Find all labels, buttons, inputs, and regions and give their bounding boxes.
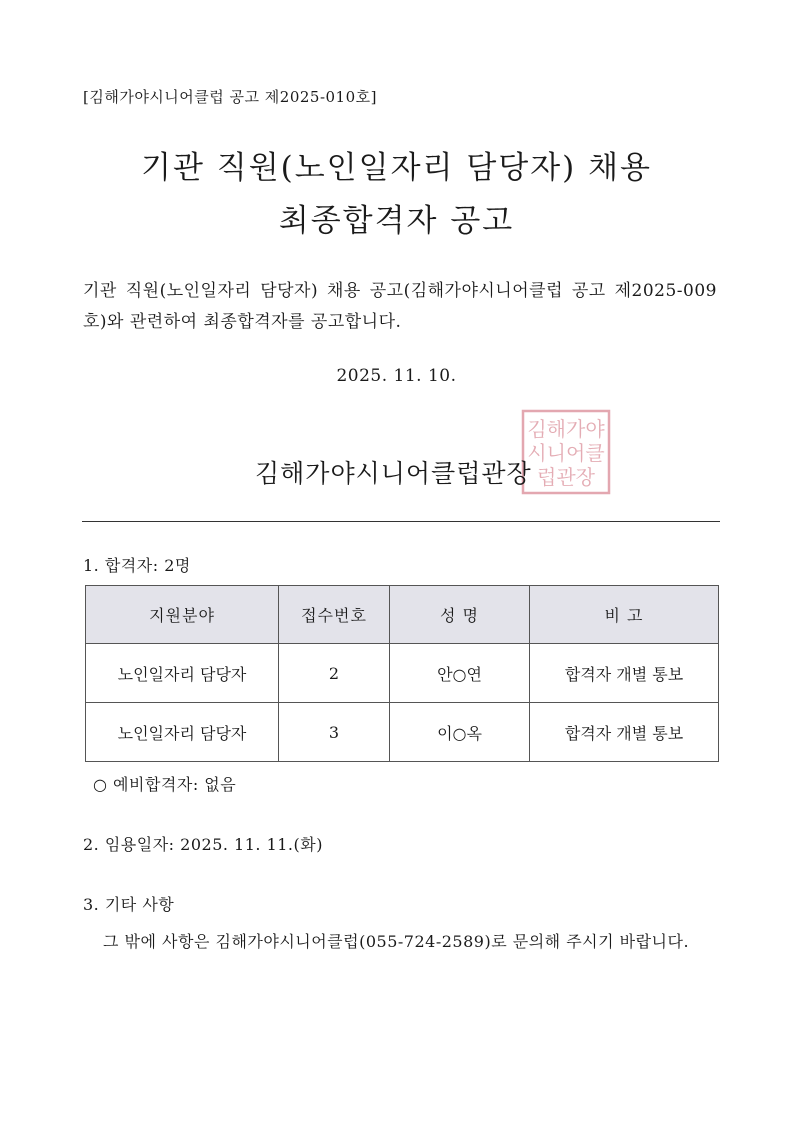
section-3-heading: 3. 기타 사항 xyxy=(83,895,175,914)
header-name: 성 명 xyxy=(390,586,530,644)
header-remarks: 비 고 xyxy=(530,586,719,644)
cell-receipt-number: 2 xyxy=(279,644,390,703)
document-title-line1: 기관 직원(노인일자리 담당자) 채용 xyxy=(141,150,652,186)
cell-receipt-number: 3 xyxy=(279,703,390,762)
cell-remarks: 합격자 개별 통보 xyxy=(530,703,719,762)
cell-name: 안○연 xyxy=(390,644,530,703)
seal-line2: 시니어클 xyxy=(527,441,605,465)
table-row xyxy=(86,644,719,703)
section-divider xyxy=(82,521,720,522)
seal-line3: 럽관장 xyxy=(537,465,595,489)
notice-number: [김해가야시니어클럽 공고 제2025-010호] xyxy=(83,88,377,106)
notice-date: 2025. 11. 10. xyxy=(336,366,457,386)
header-receipt-number: 접수번호 xyxy=(279,586,390,644)
document-title-line2: 최종합격자 공고 xyxy=(278,203,515,239)
cell-field: 노인일자리 담당자 xyxy=(86,703,279,762)
header-field: 지원분야 xyxy=(86,586,279,644)
section-3-body: 그 밖에 사항은 김해가야시니어클럽(055-724-2589)로 문의해 주시기 바랍니다. xyxy=(103,932,690,951)
intro-paragraph: 기관 직원(노인일자리 담당자) 채용 공고(김해가야시니어클럽 공고 제2025-009호)와 관련하여 최종합격자를 공고합니다. xyxy=(83,281,717,332)
cell-remarks: 합격자 개별 통보 xyxy=(530,644,719,703)
section-2-heading: 2. 임용일자: 2025. 11. 11.(화) xyxy=(83,835,323,854)
result-table xyxy=(85,585,719,762)
organization-name: 김해가야시니어클럽관장 xyxy=(255,459,532,488)
cell-name: 이○옥 xyxy=(390,703,530,762)
seal-line1: 김해가야 xyxy=(527,417,605,441)
official-seal-icon xyxy=(520,408,612,496)
cell-field: 노인일자리 담당자 xyxy=(86,644,279,703)
section-1-heading: 1. 합격자: 2명 xyxy=(83,556,191,575)
table-header-row xyxy=(86,586,719,644)
reserve-candidates: ○ 예비합격자: 없음 xyxy=(93,775,237,794)
table-row xyxy=(86,703,719,762)
